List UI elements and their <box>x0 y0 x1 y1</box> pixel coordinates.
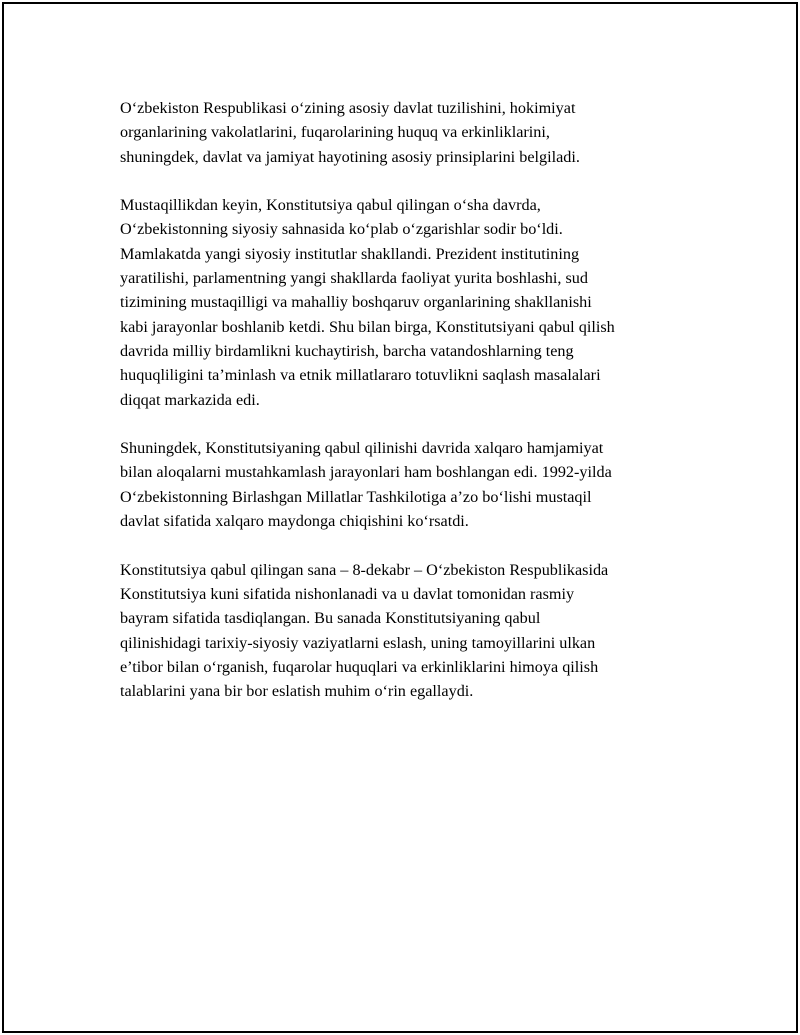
text-line: davlat sifatida xalqaro maydonga chiqishini ko‘rsatdi. <box>120 512 469 531</box>
text-line: Konstitutsiya qabul qilingan sana – 8-dekabr – O‘zbekiston Respublikasida <box>120 560 609 579</box>
text-line: davrida milliy birdamlikni kuchaytirish, barcha vatandoshlarning teng <box>120 341 574 360</box>
paragraph-3 <box>120 436 720 533</box>
paragraph-1 <box>120 96 720 169</box>
text-line: O‘zbekistonning Birlashgan Millatlar Tashkilotiga a’zo bo‘lishi mustaqil <box>120 487 592 506</box>
text-line: shuningdek, davlat va jamiyat hayotining asosiy prinsiplarini belgiladi. <box>120 147 580 166</box>
paragraph-4 <box>120 558 720 704</box>
text-line: qilinishidagi tarixiy-siyosiy vaziyatlarni eslash, uning tamoyillarini ulkan <box>120 633 596 652</box>
text-line: bilan aloqalarni mustahkamlash jarayonlari ham boshlangan edi. 1992-yilda <box>120 463 612 482</box>
text-line: tizimining mustaqilligi va mahalliy boshqaruv organlarining shakllanishi <box>120 293 592 312</box>
paragraph-2 <box>120 193 720 412</box>
text-line: talablarini yana bir bor eslatish muhim o‘rin egallaydi. <box>120 682 474 701</box>
text-line: huquqliligini ta’minlash va etnik millatlararo totuvlikni saqlash masalalari <box>120 366 601 385</box>
text-line: Konstitutsiya kuni sifatida nishonlanadi va u davlat tomonidan rasmiy <box>120 584 575 603</box>
text-line: O‘zbekistonning siyosiy sahnasida ko‘plab o‘zgarishlar sodir bo‘ldi. <box>120 220 563 239</box>
text-line: Mustaqillikdan keyin, Konstitutsiya qabul qilingan o‘sha davrda, <box>120 196 541 215</box>
text-line: e’tibor bilan o‘rganish, fuqarolar huquqlari va erkinliklarini himoya qilish <box>120 657 599 676</box>
text-line: Mamlakatda yangi siyosiy institutlar shakllandi. Prezident institutining <box>120 244 580 263</box>
text-line: O‘zbekiston Respublikasi o‘zining asosiy davlat tuzilishini, hokimiyat <box>120 99 576 117</box>
text-line: diqqat markazida edi. <box>120 390 260 409</box>
text-line: bayram sifatida tasdiqlangan. Bu sanada Konstitutsiyaning qabul <box>120 609 541 628</box>
text-line: yaratilishi, parlamentning yangi shakllarda faoliyat yurita boshlashi, sud <box>120 269 588 288</box>
text-line: organlarining vakolatlarini, fuqarolarining huquq va erkinliklarini, <box>120 123 550 142</box>
text-line: kabi jarayonlar boshlanib ketdi. Shu bilan birga, Konstitutsiyani qabul qilish <box>120 317 615 336</box>
text-line: Shuningdek, Konstitutsiyaning qabul qilinishi davrida xalqaro hamjamiyat <box>120 439 604 458</box>
document-page <box>2 2 798 1033</box>
document-body <box>120 96 720 728</box>
